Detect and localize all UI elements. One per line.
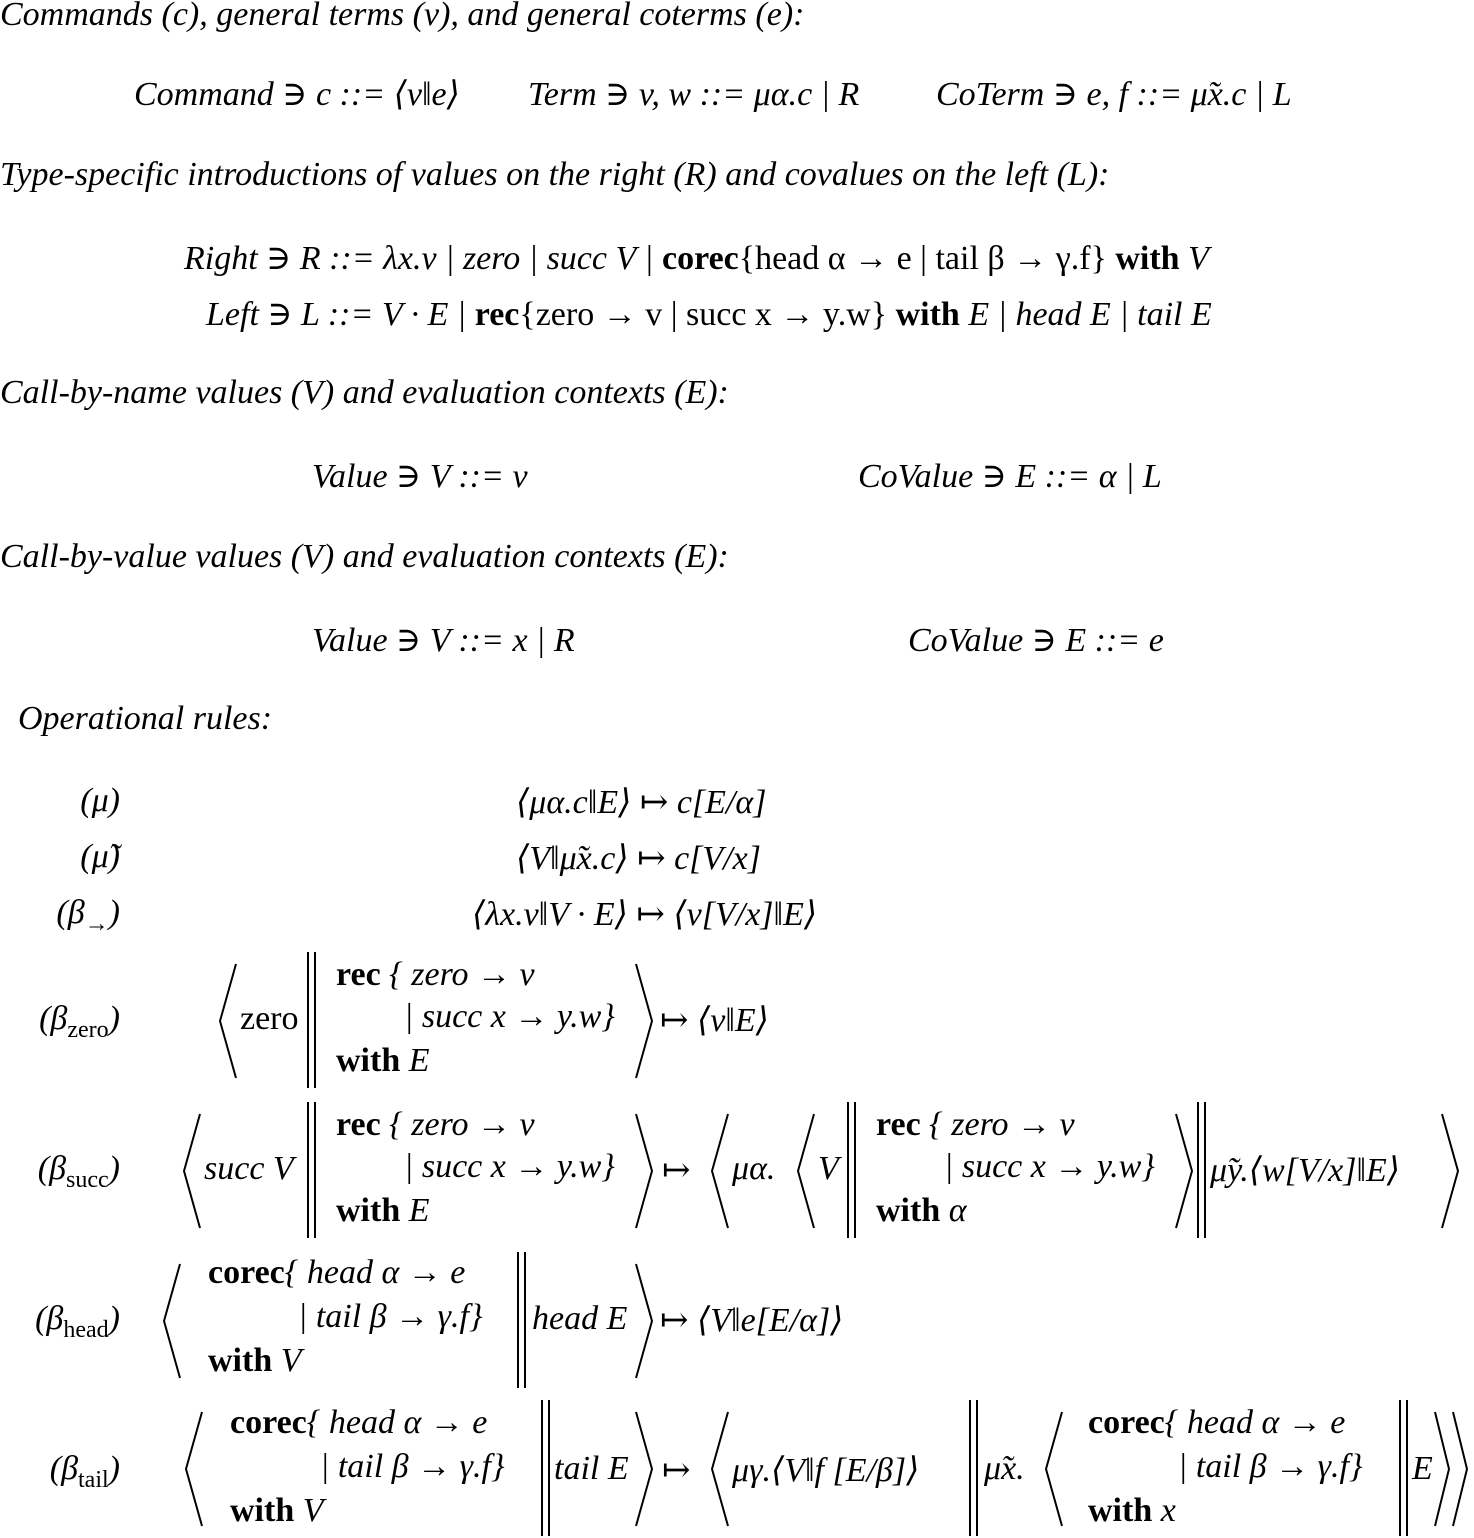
rule-mutilde-label: (μ̃) (80, 838, 120, 875)
double-bar-icon (306, 1102, 318, 1238)
rule-zero-value: zero (240, 1000, 299, 1037)
grammar-coterm: CoTerm ∋ e, f ::= μ̃x.c | L (936, 76, 1292, 113)
rule-head-rhs: ↦ ⟨V‖e[E/α]⟩ (660, 1302, 844, 1339)
rule-succ-with: with E (336, 1192, 430, 1229)
rule-succ-mu: μα. (732, 1150, 776, 1187)
rule-head-E: head E (532, 1300, 628, 1337)
rule-head-corec: corec{ head α → e (208, 1254, 466, 1291)
heading-commands: Commands (c), general terms (v), and general coterms (e): (0, 0, 805, 33)
grammar-command: Command ∋ c ::= ⟨v‖e⟩ (134, 76, 460, 113)
rule-succ-inner-V: V (818, 1150, 839, 1187)
rule-zero-rhs: ↦ ⟨v‖E⟩ (660, 1002, 769, 1039)
rule-arrow: ⟨λx.v‖V · E⟩ ↦ ⟨v[V/x]‖E⟩ (472, 896, 818, 933)
left-angle-icon (794, 1112, 818, 1230)
rule-succ-maps: ↦ (662, 1152, 691, 1189)
double-bar-icon (540, 1400, 552, 1536)
heading-cbv: Call-by-value values (V) and evaluation contexts (E): (0, 538, 729, 575)
grammar-right: Right ∋ R ::= λx.v | zero | succ V | corec{head α → e | tail β → γ.f} with V (184, 240, 1209, 277)
left-angle-icon (216, 962, 240, 1080)
rule-arrow-label: $(\beta_\to)$ (56, 894, 120, 937)
double-bar-icon (968, 1400, 980, 1536)
right-angle-icon (632, 1410, 656, 1528)
left-angle-icon (160, 1262, 184, 1380)
heading-operational: Operational rules: (18, 700, 273, 737)
rule-tail-inner-corec: corec{ head α → e (1088, 1404, 1346, 1441)
rule-head-with: with V (208, 1342, 302, 1379)
rule-head-corec-line2: | tail β → γ.f} (298, 1298, 483, 1335)
rule-succ-rec-line2: | succ x → y.w} (404, 1148, 615, 1185)
right-angle-icon (632, 1112, 656, 1230)
cbv-value: Value ∋ V ::= x | R (312, 622, 575, 659)
double-bar-icon (846, 1102, 858, 1238)
rule-head-label: $(\beta_{head})$ (35, 1300, 120, 1343)
rule-succ-tail: μ̃y.⟨w[V/x]‖E⟩ (1210, 1152, 1401, 1189)
rule-succ-rec: rec { zero → v (336, 1106, 535, 1143)
rule-succ-inner-rec-line2: | succ x → y.w} (944, 1148, 1155, 1185)
left-angle-icon (708, 1112, 732, 1230)
rule-mu-label: (μ) (80, 782, 120, 819)
rule-zero-rec: rec { zero → v (336, 956, 535, 993)
rule-succ-inner-with: with α (876, 1192, 967, 1229)
double-bar-icon (1398, 1400, 1410, 1536)
rule-tail-inner-with: with x (1088, 1492, 1176, 1529)
left-angle-icon (180, 1112, 204, 1230)
heading-cbn: Call-by-name values (V) and evaluation contexts (E): (0, 374, 729, 411)
rule-tail-with: with V (230, 1492, 324, 1529)
rule-zero-rec-line2: | succ x → y.w} (404, 998, 615, 1035)
left-angle-icon (1042, 1410, 1066, 1528)
rule-tail-inner-E: E (1412, 1450, 1433, 1487)
heading-type-specific: Type-specific introductions of values on the right (R) and covalues on the left (L): (0, 156, 1110, 193)
right-angle-icon (1172, 1112, 1196, 1230)
rule-tail-corec-line2: | tail β → γ.f} (320, 1448, 505, 1485)
right-angle-icon (1438, 1112, 1462, 1230)
right-angle-icon (1432, 1410, 1452, 1528)
rule-tail-corec: corec{ head α → e (230, 1404, 488, 1441)
rule-succ-value: succ V (204, 1150, 294, 1187)
rule-mu: ⟨μα.c‖E⟩ ↦ c[E/α] (516, 784, 767, 821)
double-bar-icon (306, 952, 318, 1088)
grammar-term: Term ∋ v, w ::= μα.c | R (528, 76, 860, 113)
right-angle-icon (632, 962, 656, 1080)
rule-tail-mu: μγ.⟨V‖f [E/β]⟩ (732, 1452, 920, 1489)
left-angle-icon (182, 1410, 206, 1528)
double-bar-icon (516, 1252, 528, 1388)
rule-tail-mutilde: μ̃x. (984, 1450, 1025, 1487)
double-bar-icon (1196, 1102, 1208, 1238)
rule-zero-label: $(\beta_{zero})$ (39, 1000, 120, 1043)
grammar-left: Left ∋ L ::= V · E | rec{zero → v | succ x → y.w} with E | head E | tail E (206, 296, 1212, 333)
rule-succ-inner-rec: rec { zero → v (876, 1106, 1075, 1143)
left-angle-icon (708, 1410, 732, 1528)
rule-tail-E: tail E (554, 1450, 629, 1487)
cbn-value: Value ∋ V ::= v (312, 458, 528, 495)
rule-tail-inner-corec-line2: | tail β → γ.f} (1178, 1448, 1363, 1485)
cbn-covalue: CoValue ∋ E ::= α | L (858, 458, 1162, 495)
rule-zero-with: with E (336, 1042, 430, 1079)
rule-tail-label: $(\beta_{tail})$ (49, 1450, 120, 1493)
rule-tail-maps: ↦ (662, 1452, 691, 1489)
right-angle-icon (1450, 1410, 1470, 1528)
rule-mutilde: ⟨V‖μ̃x.c⟩ ↦ c[V/x] (516, 840, 761, 877)
rule-succ-label: $(\beta_{succ})$ (37, 1150, 120, 1193)
right-angle-icon (632, 1262, 656, 1380)
cbv-covalue: CoValue ∋ E ::= e (908, 622, 1164, 659)
